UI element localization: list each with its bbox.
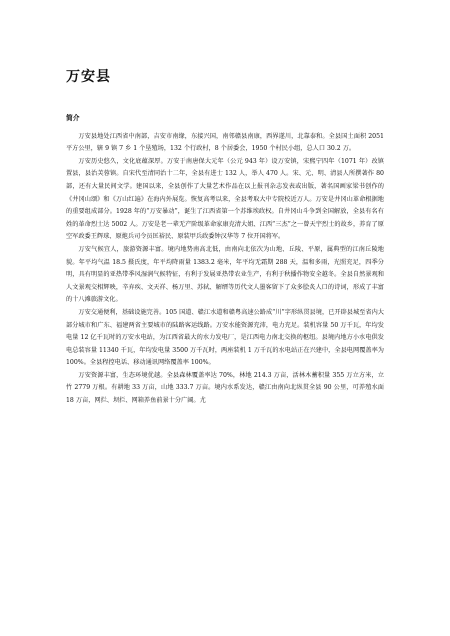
- document-body: [66, 112, 384, 408]
- page-title: 万安县: [66, 69, 111, 85]
- section-heading: 简介: [66, 114, 80, 122]
- paragraph: 万安交通便利，基础设施完善。105 国道、赣江水道和赣粤高速公路成“川”字形纵贯县境，已开辟县城至省内大部分城市和广东、福建两省主要城市的陆路客运线路。万安水能资源充沛，电力充足。装机容量 50 万千瓦，年均发电量 12 亿千瓦时的万安水电站，为江西省最大的水力发电厂，是江西电力南北交换的枢纽。县境内地方小水电供发电总装容量 11340 千瓦，年均发电量 3500 万千瓦时，两座装机 1 万千瓦的水电站正在兴建中，全县电网覆盖率为 100%。全县程控电话、移动通讯网络覆盖率 100%。: [66, 308, 384, 367]
- paragraph: 万安县地处江西省中南部，吉安市南缘，东接兴国，南邻赣县南康，西界遂川，北靠泰和。全县国土面积 2051 平方公里，辖 9 镇 7 乡 1 个垦殖场，132 个行政村，8 个居委会，1950 个村民小组，总人口 30.2 万。: [66, 132, 384, 153]
- paragraph: 万安历史悠久，文化底蕴深厚。万安于南唐保大元年（公元 943 年）设万安镇，宋熙宁四年（1071 年）改镇置县，县治芙蓉镇。自宋代至清同治十二年，全县有进士 132 人，举人 470 人。宋、元、明、清县人所撰著作 80 部，还有大量民间文学。建国以来，全县创作了大量艺术作品在以上报刊杂志发表或出版，著名国画家梁书创作的《井冈山颂》和《万山红遍》在海内外展览。恢复高考以来，全县考取大中专院校近万人。万安是井冈山革命根据地的重要组成部分。1928 年的“万安暴动”，诞生了江西省第一个苏维埃政权。自井冈山斗争到全国解放，全县有名有姓的革命烈士达 5002 人。万安是老一辈无产阶级革命家康克清大姐、江西“三杰”之一曾天宇烈士的故乡，养育了原空军政委王辉球、原炮兵司令员匡裕民、原装甲兵政委钟汉华等 7 位开国将军。: [66, 157, 384, 241]
- paragraph: 万安气候宜人，旅游资源丰富。境内地势南高北低，由南向北依次为山地、丘陵、平原，属典型的江南丘陵地貌。年平均气温 18.5 摄氏度，年平均降雨量 1383.2 毫米，年平均无霜期 288 天，温和多雨，光照充足，四季分明，具有明显的亚热带季风湿润气候特征，有利于发展亚热带农业生产，有利于秋播作物安全越冬。全县自然景观和人文景观交相辉映，辛弃疾、文天祥、杨万里、苏轼、解缙等历代文人墨客留下了众多脍炙人口的诗词，形成了丰富的十八滩旅游文化。: [66, 245, 384, 304]
- paragraph: 万安资源丰富，生态环境优越。全县森林覆盖率达 70%，林地 214.3 万亩，活林木蓄积量 355 万立方米，立竹 2779 万根。有耕地 33 万亩，山地 333.7 万亩。境内水系发达，赣江由南向北纵贯全县 90 公里，可养殖水面 18 万亩，网拦、坝拦、网箱养鱼前景十分广阔。尤: [66, 371, 384, 405]
